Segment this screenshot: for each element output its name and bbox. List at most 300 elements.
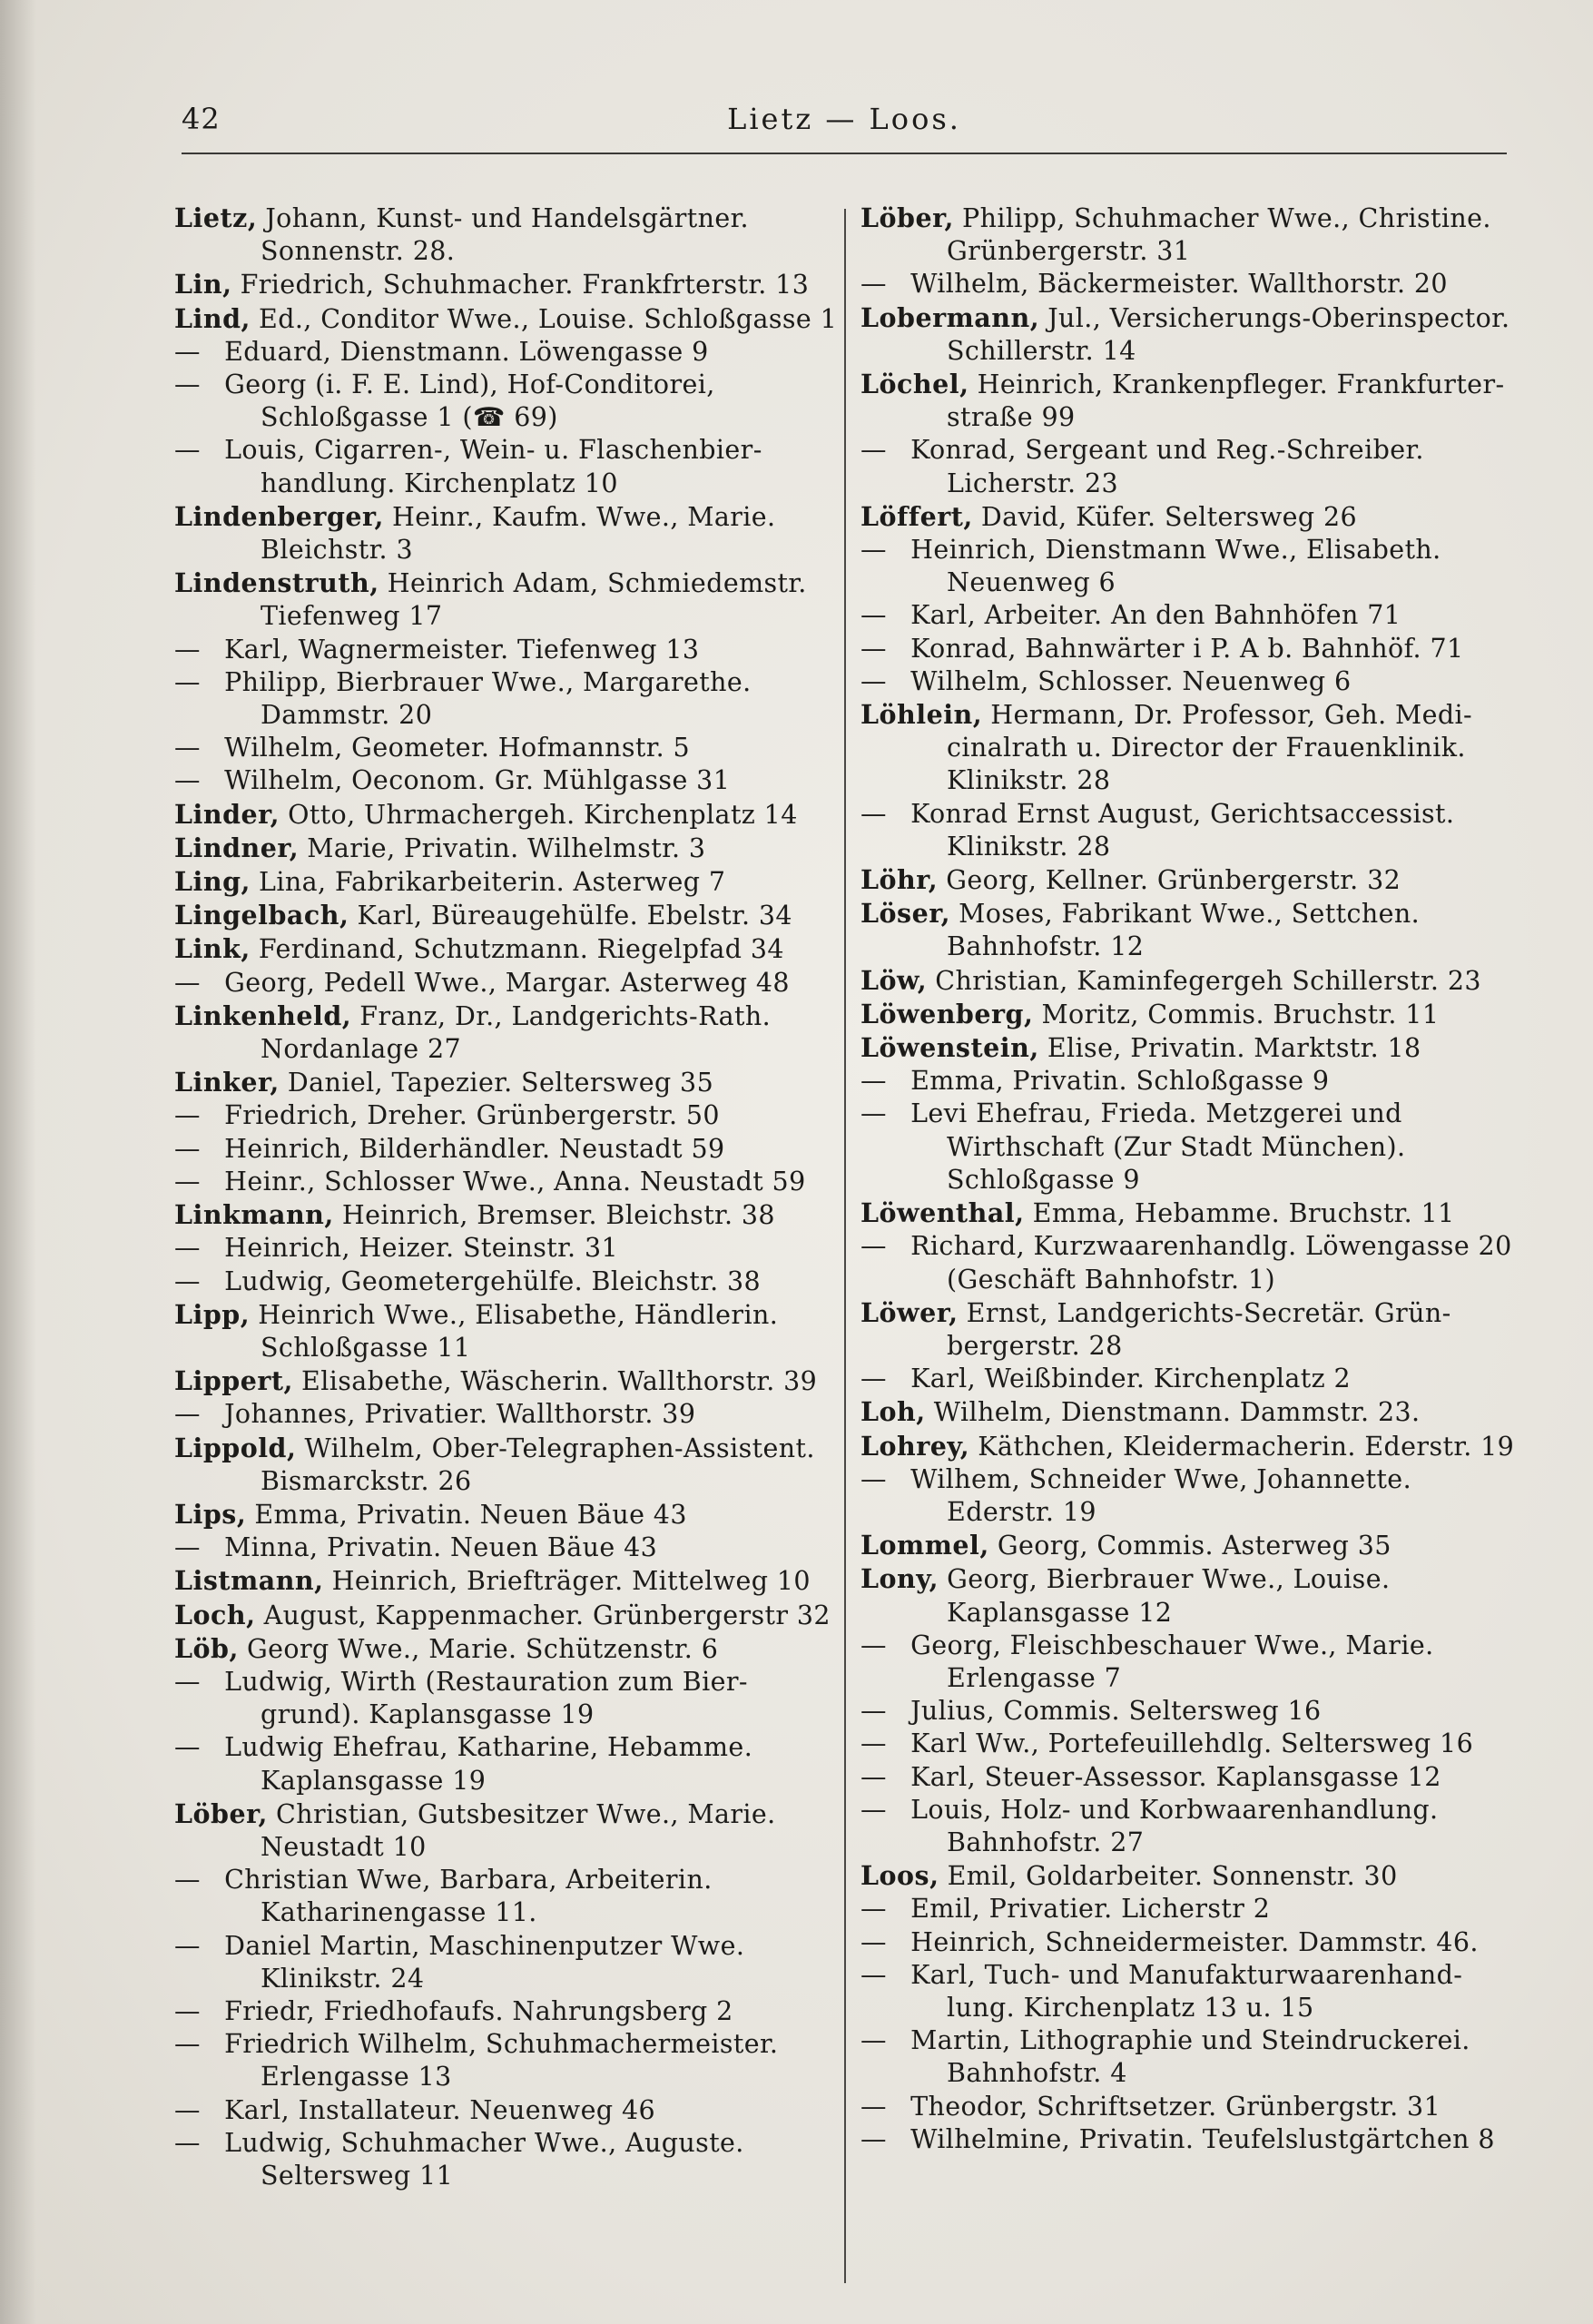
entry-surname: Loos, <box>860 1860 939 1892</box>
entry-first-line <box>174 1000 814 1033</box>
directory-entry <box>174 1666 814 1731</box>
entry-details: Emma, Hebamme. Bruchstr. 11 <box>1032 1198 1455 1229</box>
repeat-dash: — <box>174 1532 201 1563</box>
entry-details: Christian, Gutsbesitzer Wwe., Marie. <box>276 1798 776 1829</box>
directory-entry <box>174 967 814 1000</box>
entry-surname: Lobermann, <box>860 301 1040 333</box>
repeat-dash: — <box>174 336 201 367</box>
entry-first-line <box>860 1794 1500 1827</box>
directory-entry <box>174 202 814 268</box>
entry-details: Martin, Lithographie und Steindruckerei. <box>910 2025 1470 2056</box>
entry-first-line <box>860 863 1500 897</box>
entry-details: Karl, Weißbinder. Kirchenplatz 2 <box>910 1364 1352 1394</box>
directory-entry <box>174 932 814 966</box>
entry-continuation: handlung. Kirchenplatz 10 <box>261 468 618 498</box>
directory-entry <box>174 2028 814 2093</box>
directory-entry <box>174 899 814 932</box>
entry-surname: Löb, <box>174 1632 239 1664</box>
entry-first-line <box>174 500 814 534</box>
directory-entry <box>174 634 814 666</box>
entry-surname: Linder, <box>174 798 280 830</box>
repeat-dash: — <box>174 1995 201 2026</box>
entry-details: Christian, Kaminfegergeh Schillerstr. 23 <box>935 965 1481 996</box>
directory-entry <box>860 202 1500 268</box>
directory-entry <box>860 1098 1500 1196</box>
entry-details: Käthchen, Kleidermacherin. Ederstr. 19 <box>978 1431 1515 1462</box>
directory-entry <box>174 1066 814 1099</box>
directory-entry <box>174 500 814 566</box>
entry-details: Daniel Martin, Maschinenputzer Wwe. <box>224 1930 745 1961</box>
entry-continuation: Bahnhofstr. 4 <box>947 2058 1127 2089</box>
entry-details: Otto, Uhrmachergeh. Kirchenplatz 14 <box>288 799 798 830</box>
entry-first-line <box>860 1630 1500 1662</box>
entry-details: Wilhelm, Schlosser. Neuenweg 6 <box>910 665 1352 696</box>
entry-surname: Linkmann, <box>174 1199 334 1231</box>
entry-surname: Lips, <box>174 1498 247 1530</box>
directory-entry <box>174 832 814 865</box>
entry-continuation: (Geschäft Bahnhofstr. 1) <box>947 1264 1275 1295</box>
entry-details: Konrad Ernst August, Gerichtsaccessist. <box>910 798 1455 829</box>
entry-first-line <box>174 798 814 832</box>
entry-details: Emma, Privatin. Neuen Bäue 43 <box>254 1499 687 1530</box>
entry-first-line <box>174 1166 814 1198</box>
entry-first-line <box>174 1364 818 1398</box>
repeat-dash: — <box>860 665 887 696</box>
directory-entry <box>174 1133 814 1166</box>
entry-first-line <box>860 368 1505 401</box>
entry-surname: Linkenheld, <box>174 1000 352 1031</box>
entry-surname: Loh, <box>860 1396 926 1428</box>
entry-first-line <box>174 967 814 1000</box>
directory-entry <box>860 434 1500 499</box>
repeat-dash: — <box>860 535 887 566</box>
entry-surname: Loch, <box>174 1599 256 1630</box>
repeat-dash: — <box>174 634 201 665</box>
repeat-dash: — <box>860 633 887 664</box>
entry-continuation: Neuenweg 6 <box>947 567 1116 598</box>
entry-surname: Lietz, <box>174 202 258 233</box>
directory-entry <box>860 1430 1515 1463</box>
entry-first-line <box>174 2127 814 2160</box>
entry-first-line <box>860 1529 1500 1562</box>
entry-surname: Löffert, <box>860 500 973 532</box>
entry-first-line <box>174 1531 814 1564</box>
header-rule <box>182 153 1507 154</box>
directory-entry <box>860 1893 1500 1925</box>
entry-details: Konrad, Bahnwärter i P. A b. Bahnhöf. 71 <box>910 633 1464 664</box>
entry-continuation: Licherstr. 23 <box>947 468 1119 498</box>
directory-entry <box>860 863 1500 897</box>
repeat-dash: — <box>174 1399 201 1430</box>
entry-details: Wilhelm, Ober-Telegraphen-Assistent. <box>304 1433 815 1463</box>
entry-first-line <box>174 1198 814 1232</box>
repeat-dash: — <box>174 369 201 400</box>
directory-entry <box>174 434 814 499</box>
entry-first-line <box>860 633 1500 665</box>
entry-continuation: Katharinengasse 11. <box>261 1897 537 1928</box>
entry-first-line <box>860 1230 1512 1263</box>
entry-first-line <box>860 1463 1500 1496</box>
entry-continuation: Wirthschaft (Zur Stadt München). <box>947 1131 1406 1162</box>
repeat-dash: — <box>860 1761 887 1792</box>
entry-details: Philipp, Schuhmacher Wwe., Christine. <box>962 203 1491 233</box>
entry-continuation: cinalrath u. Director der Frauenklinik. <box>947 733 1466 763</box>
entry-continuation: Schloßgasse 1 (☎ 69) <box>261 402 558 433</box>
entry-first-line <box>174 1265 814 1298</box>
entry-first-line <box>860 434 1500 467</box>
entry-first-line <box>174 932 814 966</box>
entry-continuation: Erlengasse 13 <box>261 2062 452 2093</box>
entry-continuation: Grünbergerstr. 31 <box>947 236 1191 267</box>
repeat-dash: — <box>174 1666 201 1697</box>
entry-first-line <box>860 1296 1500 1330</box>
directory-entry <box>860 2123 1500 2156</box>
page-number: 42 <box>182 102 221 136</box>
directory-entry <box>174 1198 814 1232</box>
entry-continuation: Nordanlage 27 <box>261 1034 462 1065</box>
entry-details: Wilhelm, Dienstmann. Dammstr. 23. <box>933 1397 1421 1428</box>
entry-first-line <box>860 1926 1500 1959</box>
entry-surname: Löchel, <box>860 369 969 400</box>
entry-details: Heinrich Adam, Schmiedemstr. <box>387 568 807 599</box>
entry-first-line <box>860 1430 1515 1463</box>
directory-entry <box>860 500 1500 534</box>
directory-entry <box>174 1599 831 1632</box>
entry-details: Heinrich, Schneidermeister. Dammstr. 46. <box>910 1926 1479 1957</box>
repeat-dash: — <box>860 1794 887 1825</box>
directory-entry <box>860 798 1500 863</box>
entry-details: Georg (i. F. E. Lind), Hof-Conditorei, <box>224 369 715 400</box>
entry-details: Philipp, Bierbrauer Wwe., Margarethe. <box>224 666 752 697</box>
repeat-dash: — <box>174 1732 201 1763</box>
entry-first-line <box>174 566 814 600</box>
repeat-dash: — <box>860 1630 887 1660</box>
entry-first-line <box>860 500 1500 534</box>
directory-entry <box>860 1794 1500 1859</box>
directory-entry <box>174 336 814 369</box>
directory-entry <box>860 1959 1500 2024</box>
directory-entry <box>860 633 1500 665</box>
entry-first-line <box>860 1562 1500 1596</box>
entry-first-line <box>860 1761 1500 1794</box>
repeat-dash: — <box>174 1930 201 1961</box>
directory-entry <box>174 1731 814 1797</box>
entry-details: Richard, Kurzwaarenhandlg. Löwengasse 20 <box>910 1231 1512 1262</box>
entry-details: Heinrich, Heizer. Steinstr. 31 <box>224 1233 619 1264</box>
entry-first-line <box>860 1859 1500 1893</box>
entry-first-line <box>174 1298 814 1332</box>
directory-entry <box>860 998 1500 1031</box>
entry-first-line <box>860 534 1500 566</box>
entry-details: Karl, Wagnermeister. Tiefenweg 13 <box>224 634 700 665</box>
entry-first-line <box>174 899 814 932</box>
entry-surname: Löber, <box>860 202 954 233</box>
entry-first-line <box>174 732 814 764</box>
entry-surname: Lingelbach, <box>174 900 349 931</box>
entry-details: Heinrich, Krankenpfleger. Frankfurter- <box>977 369 1505 400</box>
entry-details: Christian Wwe, Barbara, Arbeiterin. <box>224 1865 713 1896</box>
directory-entry <box>860 1926 1500 1959</box>
directory-entry <box>860 1230 1512 1295</box>
directory-entry <box>174 1432 814 1498</box>
entry-first-line <box>860 964 1500 998</box>
entry-surname: Löwer, <box>860 1296 959 1328</box>
entry-first-line <box>860 301 1510 335</box>
entry-details: Georg, Commis. Asterweg 35 <box>997 1531 1391 1561</box>
entry-details: Emil, Goldarbeiter. Sonnenstr. 30 <box>947 1861 1398 1892</box>
page-header <box>182 102 1507 147</box>
entry-details: August, Kappenmacher. Grünbergerstr 32 <box>263 1600 831 1630</box>
entry-details: Heinrich, Briefträger. Mittelweg 10 <box>331 1566 811 1597</box>
repeat-dash: — <box>174 1100 201 1131</box>
directory-entry <box>174 1864 814 1929</box>
entry-surname: Lippert, <box>174 1365 293 1397</box>
entry-details: Johannes, Privatier. Wallthorstr. 39 <box>224 1399 696 1430</box>
entry-details: Moses, Fabrikant Wwe., Settchen. <box>959 899 1421 930</box>
entry-first-line <box>174 1731 814 1764</box>
entry-details: Wilhelm, Bäckermeister. Wallthorstr. 20 <box>910 269 1448 300</box>
entry-first-line <box>860 2091 1500 2123</box>
entry-details: Karl, Büreaugehülfe. Ebelstr. 34 <box>357 901 792 931</box>
entry-surname: Löhlein, <box>860 699 983 731</box>
entry-continuation: Erlengasse 7 <box>947 1662 1122 1693</box>
entry-first-line <box>174 1564 814 1598</box>
entry-first-line <box>860 1065 1500 1098</box>
repeat-dash: — <box>860 435 887 466</box>
entry-details: Karl, Installateur. Neuenweg 46 <box>224 2094 656 2125</box>
entry-surname: Ling, <box>174 866 251 898</box>
entry-details: Elise, Privatin. Marktstr. 18 <box>1047 1033 1421 1064</box>
entry-details: Wilhelm, Oeconom. Gr. Mühlgasse 31 <box>224 765 731 796</box>
directory-entry <box>174 1298 814 1364</box>
directory-entry <box>860 1695 1500 1728</box>
entry-details: Heinrich, Bremser. Bleichstr. 38 <box>341 1200 775 1231</box>
entry-details: Georg, Bierbrauer Wwe., Louise. <box>947 1564 1391 1595</box>
directory-entry <box>174 1632 814 1666</box>
directory-entry <box>174 369 814 434</box>
entry-first-line <box>860 1031 1500 1065</box>
entry-surname: Löser, <box>860 898 951 930</box>
repeat-dash: — <box>174 2094 201 2125</box>
directory-entry <box>860 1031 1500 1065</box>
entry-surname: Linker, <box>174 1067 280 1098</box>
repeat-dash: — <box>174 435 201 466</box>
entry-first-line <box>174 1398 814 1431</box>
directory-entry <box>174 798 814 832</box>
directory-entry <box>174 1000 814 1066</box>
directory-entry <box>174 732 814 764</box>
repeat-dash: — <box>860 269 887 300</box>
entry-details: Karl, Arbeiter. An den Bahnhöfen 71 <box>910 600 1401 631</box>
entry-details: Georg, Fleischbeschauer Wwe., Marie. <box>910 1630 1434 1660</box>
repeat-dash: — <box>860 600 887 631</box>
entry-continuation: Klinikstr. 24 <box>261 1963 425 1994</box>
entry-first-line <box>174 2028 814 2061</box>
entry-details: Heinr., Schlosser Wwe., Anna. Neustadt 59 <box>224 1166 806 1196</box>
entry-continuation: Kaplansgasse 12 <box>947 1597 1173 1628</box>
repeat-dash: — <box>174 1865 201 1896</box>
entry-continuation: Sonnenstr. 28. <box>261 236 456 267</box>
directory-entry <box>174 302 838 336</box>
entry-first-line <box>174 1066 814 1099</box>
repeat-dash: — <box>860 1463 887 1494</box>
entry-first-line <box>860 798 1500 831</box>
entry-surname: Löw, <box>860 964 928 996</box>
entry-surname: Link, <box>174 933 251 965</box>
binding-shadow <box>0 0 36 2324</box>
repeat-dash: — <box>860 1066 887 1097</box>
entry-continuation: bergerstr. 28 <box>947 1330 1123 1361</box>
directory-entry <box>174 1232 814 1265</box>
entry-details: Heinrich, Bilderhändler. Neustadt 59 <box>224 1133 725 1164</box>
entry-first-line <box>860 1695 1500 1728</box>
left-column <box>174 202 838 2192</box>
entry-first-line <box>860 897 1500 931</box>
directory-entry <box>174 1930 814 1995</box>
directory-entry <box>860 268 1500 300</box>
entry-first-line <box>174 1666 814 1699</box>
entry-first-line <box>174 302 838 336</box>
directory-entry <box>860 698 1500 798</box>
entry-continuation: Bleichstr. 3 <box>261 535 413 566</box>
entry-continuation: Schloßgasse 11 <box>261 1332 471 1363</box>
entry-details: Ed., Conditor Wwe., Louise. Schloßgasse 1 <box>259 303 838 334</box>
repeat-dash: — <box>860 1728 887 1759</box>
directory-entry <box>174 2094 814 2127</box>
repeat-dash: — <box>860 1926 887 1957</box>
directory-entry <box>860 301 1510 368</box>
directory-entry <box>174 1099 814 1132</box>
entry-continuation: Schillerstr. 14 <box>947 335 1136 366</box>
directory-entry <box>174 1265 814 1298</box>
directory-entry <box>174 566 814 633</box>
entry-surname: Löhr, <box>860 864 939 896</box>
repeat-dash: — <box>174 1265 201 1296</box>
entry-continuation: Bahnhofstr. 12 <box>947 931 1145 962</box>
entry-details: Theodor, Schriftsetzer. Grünbergstr. 31 <box>910 2091 1441 2122</box>
entry-first-line <box>174 434 814 467</box>
entry-first-line <box>174 832 814 865</box>
entry-first-line <box>860 268 1500 300</box>
entry-first-line <box>860 1959 1500 1992</box>
repeat-dash: — <box>860 1231 887 1262</box>
entry-first-line <box>174 1632 814 1666</box>
directory-entry <box>860 368 1505 434</box>
entry-first-line <box>174 1995 814 2028</box>
entry-first-line <box>174 1432 814 1465</box>
entry-details: Friedrich, Dreher. Grünbergerstr. 50 <box>224 1100 720 1131</box>
entry-surname: Löwenberg, <box>860 998 1034 1029</box>
entry-details: Ludwig Ehefrau, Katharine, Hebamme. <box>224 1732 753 1763</box>
entry-continuation: straße 99 <box>947 402 1076 433</box>
entry-details: Jul., Versicherungs-Oberinspector. <box>1047 302 1510 333</box>
entry-details: Elisabethe, Wäscherin. Wallthorstr. 39 <box>301 1366 818 1397</box>
entry-first-line <box>174 666 814 699</box>
directory-entry <box>174 865 814 899</box>
repeat-dash: — <box>174 2029 201 2060</box>
entry-details: Hermann, Dr. Professor, Geh. Medi- <box>990 700 1473 731</box>
directory-entry <box>860 1065 1500 1098</box>
entry-first-line <box>860 1395 1500 1429</box>
entry-surname: Lohrey, <box>860 1430 970 1462</box>
entry-first-line <box>860 665 1500 698</box>
directory-entry <box>860 1728 1500 1760</box>
entry-continuation: Neustadt 10 <box>261 1831 427 1862</box>
entry-details: Wilhelmine, Privatin. Teufelslustgärtchen 8 <box>910 2123 1495 2154</box>
entry-surname: Löwenthal, <box>860 1197 1025 1229</box>
directory-entry <box>860 897 1500 963</box>
repeat-dash: — <box>860 2025 887 2056</box>
directory-entry <box>860 1363 1500 1395</box>
entry-continuation: Ederstr. 19 <box>947 1496 1096 1527</box>
entry-details: Johann, Kunst- und Handelsgärtner. <box>265 203 749 233</box>
entry-first-line <box>174 764 814 797</box>
entry-details: Konrad, Sergeant und Reg.-Schreiber. <box>910 435 1424 466</box>
directory-entry <box>860 1395 1500 1429</box>
entry-surname: Lindenberger, <box>174 500 384 532</box>
entry-first-line <box>860 599 1500 632</box>
entry-first-line <box>174 1599 831 1632</box>
entry-details: Karl Ww., Portefeuillehdlg. Seltersweg 16 <box>910 1728 1474 1759</box>
entry-surname: Löber, <box>174 1797 268 1829</box>
entry-continuation: Bahnhofstr. 27 <box>947 1827 1145 1857</box>
repeat-dash: — <box>174 1233 201 1264</box>
directory-entry <box>174 1995 814 2028</box>
entry-surname: Listmann, <box>174 1565 324 1597</box>
entry-details: Franz, Dr., Landgerichts-Rath. <box>359 1000 772 1031</box>
directory-entry <box>174 764 814 797</box>
entry-details: Karl, Steuer-Assessor. Kaplansgasse 12 <box>910 1761 1441 1792</box>
directory-entry <box>174 1531 814 1564</box>
directory-entry <box>860 599 1500 632</box>
entry-details: Georg, Pedell Wwe., Margar. Asterweg 48 <box>224 967 790 998</box>
entry-details: Louis, Holz- und Korbwaarenhandlung. <box>910 1794 1439 1825</box>
directory-entry <box>860 1630 1500 1695</box>
repeat-dash: — <box>174 1133 201 1164</box>
entry-first-line <box>174 1864 814 1896</box>
repeat-dash: — <box>860 1696 887 1727</box>
entry-details: Lina, Fabrikarbeiterin. Asterweg 7 <box>259 867 726 898</box>
repeat-dash: — <box>860 2091 887 2122</box>
directory-entry <box>860 1562 1500 1629</box>
entry-first-line <box>174 1930 814 1963</box>
entry-first-line <box>174 1099 814 1132</box>
repeat-dash: — <box>174 1166 201 1196</box>
entry-details: Julius, Commis. Seltersweg 16 <box>910 1696 1322 1727</box>
entry-details: Emma, Privatin. Schloßgasse 9 <box>910 1066 1330 1097</box>
entry-details: Emil, Privatier. Licherstr 2 <box>910 1894 1271 1925</box>
entry-details: David, Küfer. Seltersweg 26 <box>980 501 1358 532</box>
entry-first-line <box>174 369 814 401</box>
directory-entry <box>860 1296 1500 1363</box>
directory-entry <box>174 268 814 301</box>
entry-details: Georg, Kellner. Grünbergerstr. 32 <box>946 865 1401 896</box>
repeat-dash: — <box>860 798 887 829</box>
directory-entry <box>860 1463 1500 1529</box>
repeat-dash: — <box>174 2127 201 2158</box>
repeat-dash: — <box>174 967 201 998</box>
column-divider <box>844 209 846 2283</box>
entry-details: Friedrich, Schuhmacher. Frankfrterstr. 13 <box>240 270 810 300</box>
directory-entry <box>174 1797 814 1864</box>
entry-continuation: Kaplansgasse 19 <box>261 1765 487 1796</box>
entry-first-line <box>860 202 1500 235</box>
entry-details: Marie, Privatin. Wilhelmstr. 3 <box>307 832 706 863</box>
directory-entry <box>860 2091 1500 2123</box>
repeat-dash: — <box>174 666 201 697</box>
right-column <box>860 202 1515 2156</box>
repeat-dash: — <box>860 1364 887 1394</box>
